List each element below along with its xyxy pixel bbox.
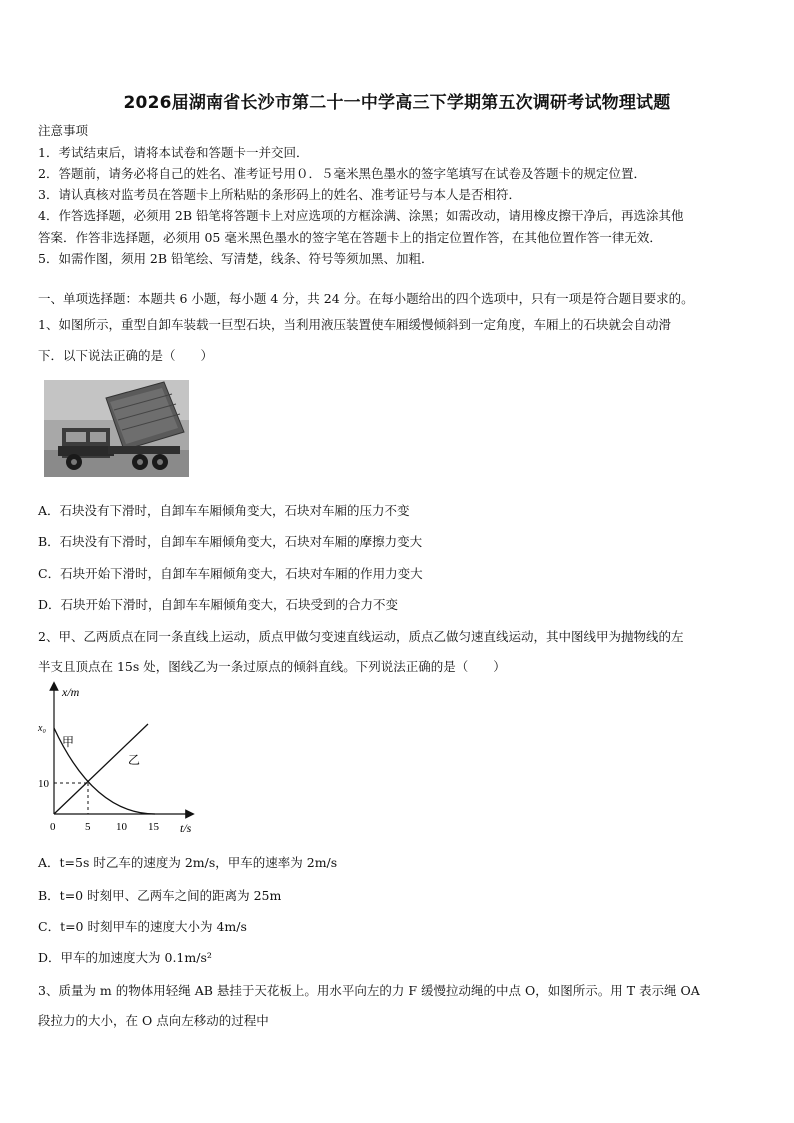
question-3-stem: 3、质量为 m 的物体用轻绳 AB 悬挂于天花板上。用水平向左的力 F 缓慢拉动绳的中点 O，如图所示。用 T 表示绳 OA (38, 983, 700, 998)
question-2-stem-cont: 半支且顶点在 15s 处，图线乙为一条过原点的倾斜直线。下列说法正确的是（ ） (38, 659, 506, 674)
x0-label: x₀ (38, 723, 46, 734)
question-2-stem: 2、甲、乙两质点在同一条直线上运动，质点甲做匀变速直线运动，质点乙做匀速直线运动，其中图线甲为抛物线的左 (38, 629, 684, 644)
question-1-option-c: C．石块开始下滑时，自卸车车厢倾角变大，石块对车厢的作用力变大 (38, 566, 423, 581)
notice-item: 1．考试结束后，请将本试卷和答题卡一并交回． (38, 145, 309, 160)
section-heading: 一、单项选择题：本题共 6 小题，每小题 4 分，共 24 分。在每小题给出的四个选项中，只有一项是符合题目要求的。 (38, 291, 694, 306)
question-2-option-a: A．t=5s 时乙车的速度为 2m/s，甲车的速率为 2m/s (38, 855, 338, 870)
x-axis-label: t/s (180, 821, 192, 835)
notice-heading: 注意事项 (38, 123, 89, 138)
question-2-option-d: D．甲车的加速度大为 0.1m/s² (38, 950, 212, 965)
question-1-option-a: A．石块没有下滑时，自卸车车厢倾角变大，石块对车厢的压力不变 (38, 503, 410, 518)
dump-truck-photo (44, 380, 189, 477)
xt-graph (30, 680, 215, 840)
x-tick-label: 5 (85, 821, 91, 833)
question-1-option-b: B．石块没有下滑时，自卸车车厢倾角变大，石块对车厢的摩擦力变大 (38, 534, 423, 549)
question-2-option-b: B．t=0 时刻甲、乙两车之间的距离为 25m (38, 888, 282, 903)
notice-item: 5．如需作图，须用 2B 铅笔绘、写清楚，线条、符号等须加黑、加粗． (38, 251, 434, 266)
y-axis-label: x/m (62, 685, 80, 699)
notice-item: 3．请认真核对监考员在答题卡上所粘贴的条形码上的姓名、准考证号与本人是否相符． (38, 187, 521, 202)
notice-item: 答案．作答非选择题，必须用 05 毫米黑色墨水的签字笔在答题卡上的指定位置作答，在其他位置作答一律无效． (38, 230, 662, 245)
line-yi-label: 乙 (128, 753, 141, 767)
question-1-stem-cont: 下．以下说法正确的是（ ） (38, 348, 214, 363)
x-tick-label: 0 (50, 821, 56, 833)
x-tick-label: 15 (148, 821, 159, 833)
page-title: 2026届湖南省长沙市第二十一中学高三下学期第五次调研考试物理试题 (123, 93, 671, 113)
question-1-option-d: D．石块开始下滑时，自卸车车厢倾角变大，石块受到的合力不变 (38, 597, 399, 612)
question-3-stem-cont: 段拉力的大小，在 O 点向左移动的过程中 (38, 1013, 269, 1028)
y-tick-label: 10 (38, 778, 49, 790)
question-1-stem: 1、如图所示，重型自卸车装载一巨型石块，当利用液压装置使车厢缓慢倾斜到一定角度，车厢上的石块就会自动滑 (38, 317, 671, 332)
x-tick-label: 10 (116, 821, 127, 833)
notice-item: 4．作答选择题，必须用 2B 铅笔将答题卡上对应选项的方框涂满、涂黑；如需改动，请用橡皮擦干净后，再选涂其他 (38, 208, 684, 223)
curve-jia-label: 甲 (62, 735, 75, 749)
notice-item: 2．答题前，请务必将自己的姓名、准考证号用０．５毫米黑色墨水的签字笔填写在试卷及答题卡的规定位置． (38, 166, 646, 181)
question-2-option-c: C．t=0 时刻甲车的速度大小为 4m/s (38, 919, 247, 934)
